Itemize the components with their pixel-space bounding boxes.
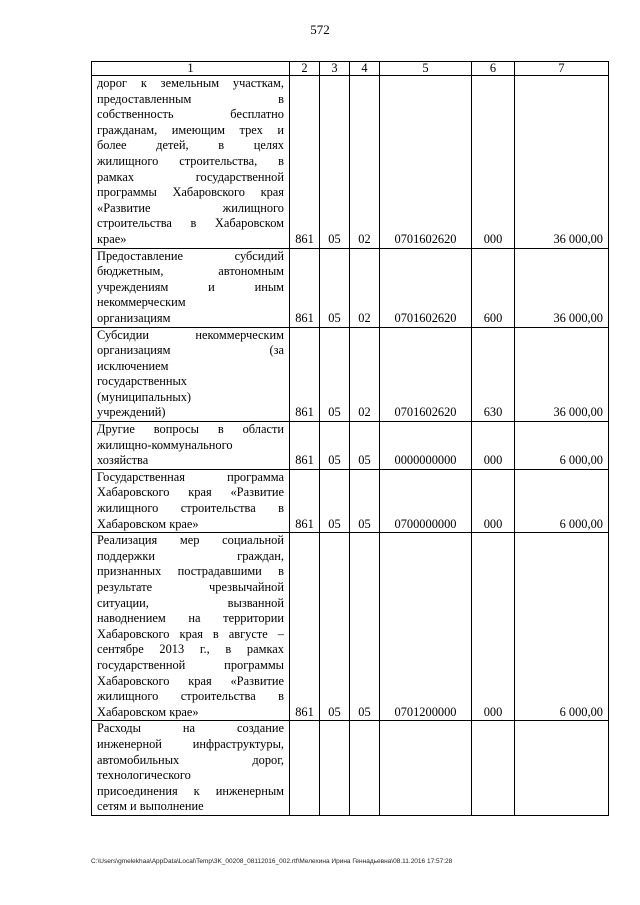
header-cell: 2: [290, 62, 320, 76]
description-line: ситуации, вызванной: [97, 595, 284, 610]
subsection-code: 02: [350, 248, 380, 327]
header-cell: 5: [380, 62, 472, 76]
amount: 36 000,00: [515, 248, 609, 327]
subsection-code: 05: [350, 422, 380, 470]
section-code: [320, 721, 350, 816]
section-code: 05: [320, 76, 350, 249]
description-line: Хабаровского края «Развитие: [97, 673, 284, 688]
section-code: 05: [320, 422, 350, 470]
section-code: 05: [320, 533, 350, 721]
description-line: жилищного строительства, в: [97, 153, 284, 168]
expense-description: [92, 422, 290, 470]
description-line: организациям (за: [97, 343, 284, 358]
description-line: присоединения к инженерным: [97, 783, 284, 798]
description-line: Субсидии некоммерческим: [97, 327, 284, 342]
ministry-code: 861: [290, 469, 320, 532]
expense-description: [92, 76, 290, 249]
amount: 6 000,00: [515, 422, 609, 470]
header-cell: 7: [515, 62, 609, 76]
description-line: учреждениям и иным: [97, 279, 284, 294]
description-line: программы Хабаровского края: [97, 185, 284, 200]
description-line: строительства в Хабаровском: [97, 216, 284, 231]
subsection-code: 05: [350, 469, 380, 532]
amount: 36 000,00: [515, 76, 609, 249]
expense-description: [92, 469, 290, 532]
description-line: государственной программы: [97, 657, 284, 672]
description-line: бюджетным, автономным: [97, 264, 284, 279]
ministry-code: 861: [290, 422, 320, 470]
section-code: 05: [320, 469, 350, 532]
description-line: (муниципальных): [97, 389, 192, 404]
expense-description: [92, 721, 290, 816]
expense-description: [92, 533, 290, 721]
amount: [515, 721, 609, 816]
table-row: [92, 76, 609, 249]
expense-type-code: 000: [472, 469, 515, 532]
header-row: [92, 62, 609, 76]
description-line: Расходы на создание: [97, 721, 284, 736]
file-path-footer: C:\Users\gmelekhaa\AppData\Local\Temp\3K_00208_08112016_002.rtf\Мелехина Ирина Геннадьевна\08.11.2016 17:57:28: [91, 858, 453, 865]
description-line: Реализация мер социальной: [97, 533, 284, 548]
description-line: жилищно-коммунального: [97, 437, 233, 452]
description-line: сентябре 2013 г., в рамках: [97, 642, 284, 657]
description-line: организациям: [97, 310, 171, 325]
expense-description: [92, 248, 290, 327]
description-line: рамках государственной: [97, 169, 284, 184]
description-line: Хабаровском крае»: [97, 704, 199, 719]
table-row: [92, 327, 609, 422]
description-line: «Развитие жилищного: [97, 200, 284, 215]
description-line: гражданам, имеющим трех и: [97, 122, 284, 137]
target-article-code: [380, 721, 472, 816]
table-row: [92, 469, 609, 532]
description-line: Другие вопросы в области: [97, 422, 284, 437]
description-line: жилищного строительства в: [97, 689, 284, 704]
description-line: учреждений): [97, 405, 166, 420]
expense-type-code: 000: [472, 76, 515, 249]
description-line: предоставленным в: [97, 91, 284, 106]
description-line: поддержки граждан,: [97, 548, 284, 563]
description-line: Хабаровском крае»: [97, 516, 199, 531]
description-line: автомобильных дорог,: [97, 752, 284, 767]
expense-type-code: 000: [472, 533, 515, 721]
expense-type-code: 630: [472, 327, 515, 422]
subsection-code: 05: [350, 533, 380, 721]
ministry-code: 861: [290, 533, 320, 721]
description-line: технологического: [97, 768, 191, 783]
ministry-code: 861: [290, 248, 320, 327]
target-article-code: 0000000000: [380, 422, 472, 470]
description-line: дорог к земельным участкам,: [97, 76, 284, 90]
description-line: жилищного строительства в: [97, 501, 284, 516]
ministry-code: 861: [290, 327, 320, 422]
description-line: сетям и выполнение: [97, 799, 204, 814]
target-article-code: 0700000000: [380, 469, 472, 532]
amount: 6 000,00: [515, 469, 609, 532]
header-cell: 1: [92, 62, 290, 76]
section-code: 05: [320, 248, 350, 327]
expense-description: [92, 327, 290, 422]
description-line: крае»: [97, 231, 127, 246]
expense-type-code: 600: [472, 248, 515, 327]
table-row: [92, 422, 609, 470]
target-article-code: 0701602620: [380, 248, 472, 327]
budget-table: [91, 61, 609, 816]
ministry-code: [290, 721, 320, 816]
ministry-code: 861: [290, 76, 320, 249]
expense-type-code: [472, 721, 515, 816]
subsection-code: [350, 721, 380, 816]
amount: 36 000,00: [515, 327, 609, 422]
subsection-code: 02: [350, 76, 380, 249]
description-line: Хабаровского края «Развитие: [97, 485, 284, 500]
description-line: некоммерческим: [97, 295, 186, 310]
header-cell: 3: [320, 62, 350, 76]
description-line: Предоставление субсидий: [97, 248, 284, 263]
header-cell: 4: [350, 62, 380, 76]
header-cell: 6: [472, 62, 515, 76]
target-article-code: 0701200000: [380, 533, 472, 721]
page-number: 572: [310, 22, 330, 37]
section-code: 05: [320, 327, 350, 422]
table-row: [92, 721, 609, 816]
table-row: [92, 533, 609, 721]
description-line: признанных пострадавшими в: [97, 564, 284, 579]
description-line: собственность бесплатно: [97, 107, 284, 122]
expense-type-code: 000: [472, 422, 515, 470]
description-line: Государственная программа: [97, 469, 284, 484]
subsection-code: 02: [350, 327, 380, 422]
description-line: более детей, в целях: [97, 138, 284, 153]
description-line: Хабаровского края в августе –: [97, 626, 284, 641]
description-line: исключением: [97, 358, 169, 373]
description-line: хозяйства: [97, 453, 149, 468]
table-row: [92, 248, 609, 327]
description-line: результате чрезвычайной: [97, 580, 284, 594]
description-line: наводнением на территории: [97, 611, 284, 626]
target-article-code: 0701602620: [380, 76, 472, 249]
amount: 6 000,00: [515, 533, 609, 721]
target-article-code: 0701602620: [380, 327, 472, 422]
description-line: инженерной инфраструктуры,: [97, 736, 284, 751]
description-line: государственных: [97, 374, 188, 389]
